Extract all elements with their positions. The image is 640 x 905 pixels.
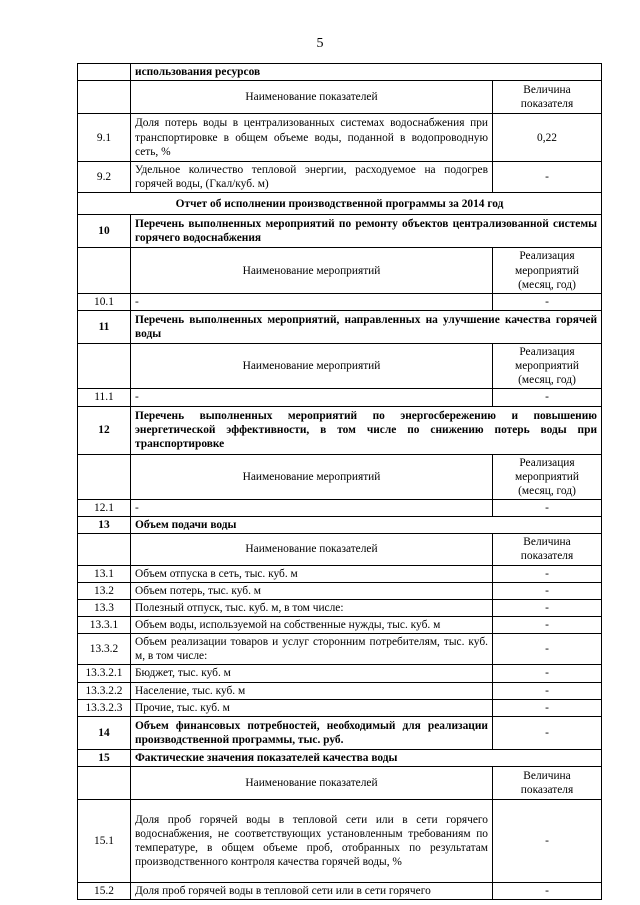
table-row-data bbox=[78, 882, 602, 899]
table-row-header bbox=[78, 248, 602, 293]
row-number: 13.3.1 bbox=[78, 616, 131, 633]
row-number: 15 bbox=[78, 749, 131, 766]
indicator-name: Удельное количество тепловой энергии, расходуемое на подогрев горячей воды, (Гкал/куб. м) bbox=[131, 162, 493, 193]
row-number: 11.1 bbox=[78, 389, 131, 406]
row-number: 13.2 bbox=[78, 582, 131, 599]
table-row-data bbox=[78, 499, 602, 516]
row-number: 10.1 bbox=[78, 293, 131, 310]
indicator-value: - bbox=[493, 699, 602, 716]
row-number: 11 bbox=[78, 310, 131, 343]
row-number bbox=[78, 534, 131, 565]
indicator-name: - bbox=[131, 499, 493, 516]
row-number bbox=[78, 454, 131, 499]
table-row-data bbox=[78, 114, 602, 162]
section-heading: Перечень выполненных мероприятий по энергосбережению и повышению энергетической эффективности, в том числе по снижению потерь воды при транспортировке bbox=[131, 406, 602, 454]
column-header-name: Наименование мероприятий bbox=[131, 248, 493, 293]
row-number: 15.2 bbox=[78, 882, 131, 899]
row-number bbox=[78, 766, 131, 799]
column-header-value: Величина показателя bbox=[493, 81, 602, 114]
table-row-data bbox=[78, 599, 602, 616]
table-row-cont bbox=[78, 64, 602, 81]
table-row-data bbox=[78, 162, 602, 193]
table-row-data bbox=[78, 389, 602, 406]
row-number: 13 bbox=[78, 517, 131, 534]
table-row-section-value bbox=[78, 716, 602, 749]
indicator-name: Доля проб горячей воды в тепловой сети или в сети горячего bbox=[131, 882, 493, 899]
column-header-value: Величина показателя bbox=[493, 534, 602, 565]
indicator-value: - bbox=[493, 599, 602, 616]
column-header-name: Наименование мероприятий bbox=[131, 343, 493, 388]
indicator-name: Объем воды, используемой на собственные нужды, тыс. куб. м bbox=[131, 616, 493, 633]
indicator-value: - bbox=[493, 634, 602, 665]
indicator-name: Прочие, тыс. куб. м bbox=[131, 699, 493, 716]
row-number: 15.1 bbox=[78, 799, 131, 882]
indicator-value: - bbox=[493, 665, 602, 682]
row-number: 13.3.2.3 bbox=[78, 699, 131, 716]
table-row-data bbox=[78, 565, 602, 582]
column-header-value: Реализация мероприятий (месяц, год) bbox=[493, 343, 602, 388]
section-heading: Перечень выполненных мероприятий по ремонту объектов централизованной системы горячего водоснабжения bbox=[131, 215, 602, 248]
indicator-value: 0,22 bbox=[493, 114, 602, 162]
indicator-value: - bbox=[493, 799, 602, 882]
indicator-value: - bbox=[493, 162, 602, 193]
column-header-name: Наименование мероприятий bbox=[131, 454, 493, 499]
section-heading: Перечень выполненных мероприятий, направленных на улучшение качества горячей воды bbox=[131, 310, 602, 343]
indicator-name: Полезный отпуск, тыс. куб. м, в том числе: bbox=[131, 599, 493, 616]
row-number bbox=[78, 248, 131, 293]
row-number bbox=[78, 343, 131, 388]
table-row-section bbox=[78, 310, 602, 343]
row-number: 13.3.2.1 bbox=[78, 665, 131, 682]
table-row-section bbox=[78, 749, 602, 766]
indicator-name: Объем потерь, тыс. куб. м bbox=[131, 582, 493, 599]
row-number: 13.3.2 bbox=[78, 634, 131, 665]
column-header-name: Наименование показателей bbox=[131, 534, 493, 565]
table-row-header bbox=[78, 534, 602, 565]
section-heading-continued: использования ресурсов bbox=[131, 64, 602, 81]
row-number: 13.3 bbox=[78, 599, 131, 616]
indicator-value: - bbox=[493, 716, 602, 749]
indicator-value: - bbox=[493, 293, 602, 310]
section-heading: Объем финансовых потребностей, необходимый для реализации производственной программы, тыс. руб. bbox=[131, 716, 493, 749]
table-row-data bbox=[78, 616, 602, 633]
column-header-value: Реализация мероприятий (месяц, год) bbox=[493, 248, 602, 293]
indicator-value: - bbox=[493, 682, 602, 699]
indicator-name: - bbox=[131, 293, 493, 310]
row-number bbox=[78, 64, 131, 81]
table-row-header bbox=[78, 766, 602, 799]
table-row-header bbox=[78, 81, 602, 114]
row-number: 12.1 bbox=[78, 499, 131, 516]
table-row-data bbox=[78, 682, 602, 699]
table-row-data bbox=[78, 665, 602, 682]
row-number: 9.2 bbox=[78, 162, 131, 193]
section-heading: Объем подачи воды bbox=[131, 517, 602, 534]
row-number: 12 bbox=[78, 406, 131, 454]
indicator-name: Объем реализации товаров и услуг сторонним потребителям, тыс. куб. м, в том числе: bbox=[131, 634, 493, 665]
indicator-value: - bbox=[493, 882, 602, 899]
row-number: 14 bbox=[78, 716, 131, 749]
table-row-section bbox=[78, 215, 602, 248]
table-row-section bbox=[78, 406, 602, 454]
column-header-name: Наименование показателей bbox=[131, 766, 493, 799]
column-header-name: Наименование показателей bbox=[131, 81, 493, 114]
row-number bbox=[78, 81, 131, 114]
table-row-data bbox=[78, 699, 602, 716]
table-row-data bbox=[78, 634, 602, 665]
table-row-section bbox=[78, 517, 602, 534]
column-header-value: Реализация мероприятий (месяц, год) bbox=[493, 454, 602, 499]
table-row-data bbox=[78, 293, 602, 310]
indicator-name: - bbox=[131, 389, 493, 406]
indicator-name: Население, тыс. куб. м bbox=[131, 682, 493, 699]
table-row-header bbox=[78, 343, 602, 388]
table-row-data bbox=[78, 582, 602, 599]
indicator-value: - bbox=[493, 582, 602, 599]
indicator-value: - bbox=[493, 616, 602, 633]
indicator-value: - bbox=[493, 389, 602, 406]
page-number: 5 bbox=[316, 36, 324, 51]
report-table bbox=[77, 63, 602, 900]
row-number: 9.1 bbox=[78, 114, 131, 162]
indicator-value: - bbox=[493, 565, 602, 582]
table-row-header bbox=[78, 454, 602, 499]
indicator-name: Доля потерь воды в централизованных системах водоснабжения при транспортировке в общем объеме воды, поданной в водопроводную сеть, % bbox=[131, 114, 493, 162]
table-row-data bbox=[78, 799, 602, 882]
indicator-value: - bbox=[493, 499, 602, 516]
indicator-name: Доля проб горячей воды в тепловой сети или в сети горячего водоснабжения, не соответствующих установленным требованиям по температуре, в общем объеме проб, отобранных по результатам производственного контроля качества горячей воды, % bbox=[131, 799, 493, 882]
column-header-value: Величина показателя bbox=[493, 766, 602, 799]
indicator-name: Бюджет, тыс. куб. м bbox=[131, 665, 493, 682]
row-number: 13.1 bbox=[78, 565, 131, 582]
row-number: 10 bbox=[78, 215, 131, 248]
report-table-body bbox=[78, 64, 602, 900]
row-number: 13.3.2.2 bbox=[78, 682, 131, 699]
table-row-title bbox=[78, 193, 602, 215]
indicator-name: Объем отпуска в сеть, тыс. куб. м bbox=[131, 565, 493, 582]
section-heading: Фактические значения показателей качества воды bbox=[131, 749, 602, 766]
section-title: Отчет об исполнении производственной программы за 2014 год bbox=[78, 193, 602, 215]
